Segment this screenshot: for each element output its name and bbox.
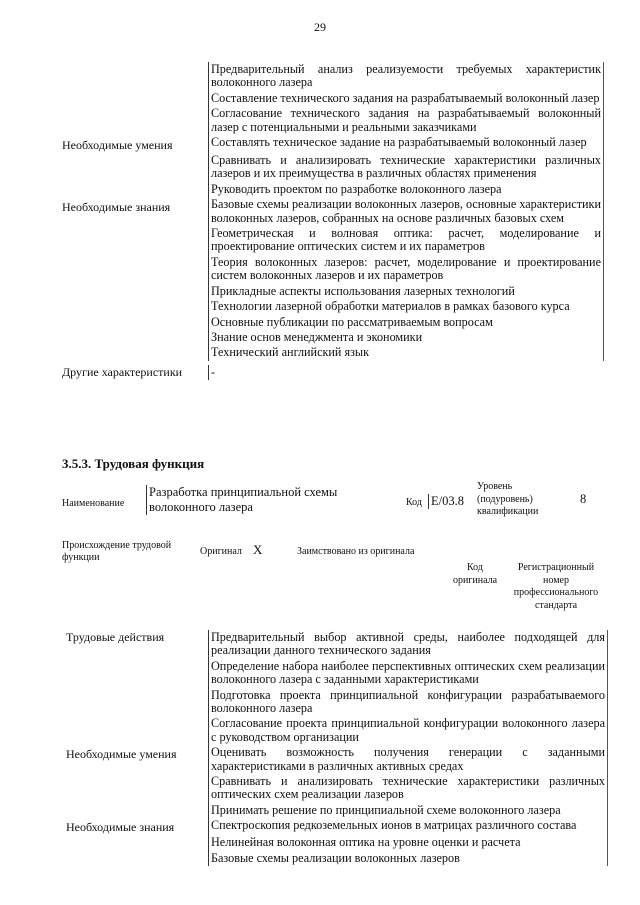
row-label bbox=[62, 106, 208, 135]
row-text: Спектроскопия редкоземельных ионов в матрицах различного состава bbox=[208, 818, 608, 835]
row-label bbox=[66, 659, 208, 688]
row-text: Оценивать возможность получения генерации с заданными характеристиками в различных активных средах bbox=[208, 745, 608, 774]
row-text: Предварительный анализ реализуемости требуемых характеристик волоконного лазера bbox=[208, 62, 604, 91]
row-label bbox=[62, 315, 208, 330]
table-row bbox=[62, 135, 604, 153]
row-text: Знание основ менеджмента и экономики bbox=[208, 330, 604, 345]
table-row bbox=[66, 745, 608, 774]
table-row bbox=[62, 62, 604, 91]
row-text: Геометрическая и волновая оптика: расчет, моделирование и проектирование оптических систем и их параметров bbox=[208, 226, 604, 255]
table-row bbox=[62, 299, 604, 314]
row-text: Составлять техническое задание на разрабатываемый волоконный лазер bbox=[208, 135, 604, 153]
row-text: Согласование проекта принципиальной конфигурации волоконного лазера с руководством организации bbox=[208, 716, 608, 745]
row-label bbox=[62, 182, 208, 197]
original-label: Оригинал bbox=[200, 546, 242, 557]
table-row bbox=[62, 91, 604, 106]
original-mark: X bbox=[253, 542, 263, 557]
row-label bbox=[62, 330, 208, 345]
page-number: 29 bbox=[314, 20, 326, 34]
table-row bbox=[66, 851, 608, 866]
table-row bbox=[62, 153, 604, 182]
row-text: - bbox=[208, 365, 604, 380]
row-label-skills: Необходимые умения bbox=[62, 138, 173, 153]
row-label bbox=[62, 226, 208, 255]
row-label bbox=[66, 835, 208, 850]
table-row bbox=[66, 818, 608, 835]
row-label-knowledge: Необходимые знания bbox=[66, 820, 175, 835]
table-row bbox=[62, 106, 604, 135]
table-row bbox=[62, 330, 604, 345]
table-row bbox=[66, 659, 608, 688]
table-row bbox=[66, 835, 608, 850]
table-row bbox=[62, 255, 604, 284]
labor-actions-table bbox=[66, 630, 608, 866]
row-text: Принимать решение по принципиальной схеме волоконного лазера bbox=[208, 803, 608, 818]
row-text: Технический английский язык bbox=[208, 345, 604, 360]
level-value: 8 bbox=[580, 492, 587, 506]
row-label bbox=[66, 716, 208, 745]
code-label: Код bbox=[406, 497, 422, 508]
row-label bbox=[62, 153, 208, 182]
level-label: Уровень (подуровень) квалификации bbox=[477, 481, 539, 517]
table-row bbox=[62, 345, 604, 360]
table-row bbox=[62, 226, 604, 255]
row-text: Основные публикации по рассматриваемым вопросам bbox=[208, 315, 604, 330]
row-text: Предварительный выбор активной среды, наиболее подходящей для реализации данного технического задания bbox=[208, 630, 608, 659]
name-value: Разработка принципиальной схемы волоконного лазера bbox=[146, 485, 359, 515]
row-label bbox=[66, 851, 208, 866]
origin-label: Происхождение трудовой функции bbox=[62, 540, 172, 563]
registration-number-header: Регистрационный номер профессионального стандарта bbox=[513, 562, 599, 611]
row-label-skills: Необходимые умения bbox=[66, 747, 177, 762]
row-text: Подготовка проекта принципиальной конфигурации разрабатываемого волоконного лазера bbox=[208, 688, 608, 717]
table-row bbox=[66, 803, 608, 818]
row-text: Руководить проектом по разработке волоконного лазера bbox=[208, 182, 604, 197]
row-text: Согласование технического задания на разрабатываемый волоконный лазер с потенциальными и реальными заказчиками bbox=[208, 106, 604, 135]
row-label-other: Другие характеристики bbox=[62, 364, 183, 379]
table-row bbox=[66, 688, 608, 717]
table-row bbox=[66, 716, 608, 745]
row-text: Теория волоконных лазеров: расчет, моделирование и проектирование систем волоконных лазеров и их параметров bbox=[208, 255, 604, 284]
row-text: Прикладные аспекты использования лазерных технологий bbox=[208, 284, 604, 299]
table-row bbox=[66, 630, 608, 659]
row-label bbox=[62, 284, 208, 299]
row-text: Базовые схемы реализации волоконных лазеров, основные характеристики волоконных лазеров, собранных на основе различных базовых схем bbox=[208, 197, 604, 226]
row-label bbox=[62, 62, 208, 91]
row-label bbox=[66, 688, 208, 717]
row-label bbox=[62, 91, 208, 106]
row-text: Определение набора наиболее перспективных оптических схем реализации волоконного лазера с заданными характеристиками bbox=[208, 659, 608, 688]
row-text: Нелинейная волоконная оптика на уровне оценки и расчета bbox=[208, 835, 608, 850]
section-title: 3.5.3. Трудовая функция bbox=[62, 456, 205, 471]
row-text: Сравнивать и анализировать технические характеристики различных оптических схем реализации лазеров bbox=[208, 774, 608, 803]
original-code-header: Код оригинала bbox=[452, 562, 498, 586]
row-text: Сравнивать и анализировать технические характеристики различных лазеров и их преимущества в различных областях применения bbox=[208, 153, 604, 182]
table-row bbox=[66, 774, 608, 803]
top-requirements-table bbox=[62, 62, 604, 380]
table-row bbox=[62, 284, 604, 299]
row-label bbox=[66, 803, 208, 818]
row-label bbox=[62, 255, 208, 284]
table-row bbox=[62, 197, 604, 226]
row-label-knowledge: Необходимые знания bbox=[62, 200, 171, 215]
row-text: Составление технического задания на разрабатываемый волоконный лазер bbox=[208, 91, 604, 106]
row-text: Технологии лазерной обработки материалов в рамках базового курса bbox=[208, 299, 604, 314]
borrowed-label: Заимствовано из оригинала bbox=[297, 546, 415, 557]
row-label bbox=[62, 345, 208, 360]
row-label-actions: Трудовые действия bbox=[66, 630, 165, 644]
row-text: Базовые схемы реализации волоконных лазеров bbox=[208, 851, 608, 866]
row-label bbox=[66, 774, 208, 803]
name-label: Наименование bbox=[62, 498, 125, 509]
table-row bbox=[62, 365, 604, 380]
code-value: E/03.8 bbox=[428, 494, 464, 509]
table-row bbox=[62, 182, 604, 197]
row-label bbox=[62, 299, 208, 314]
table-row bbox=[62, 315, 604, 330]
